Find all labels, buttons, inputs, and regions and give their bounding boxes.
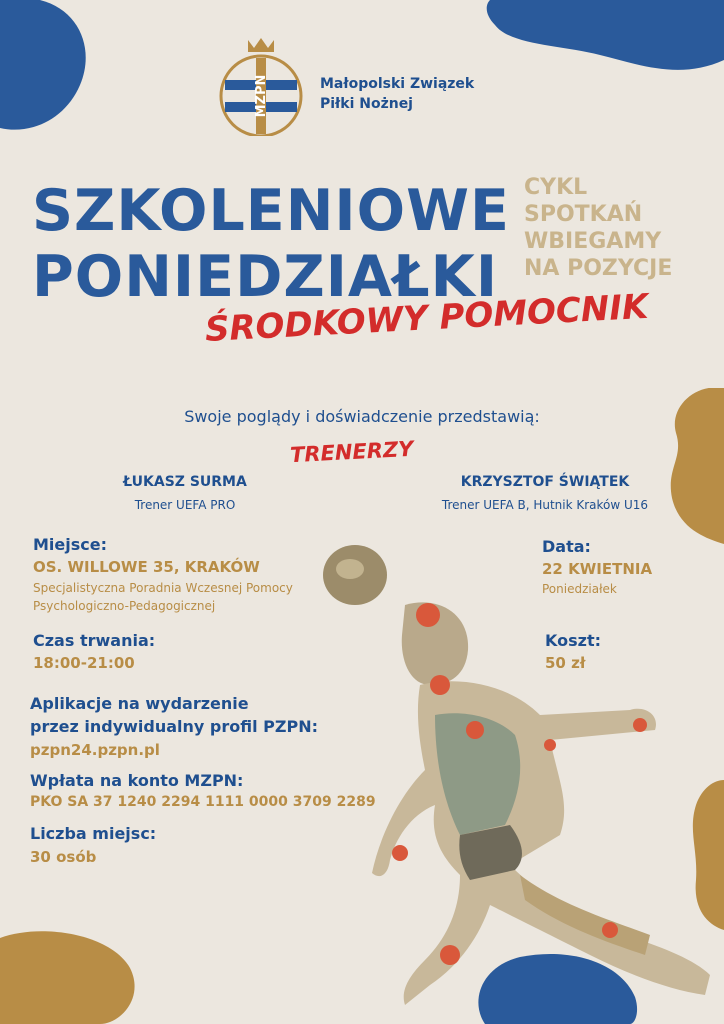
intro-text: Swoje poglądy i doświadczenie przedstawią:	[184, 407, 540, 426]
title-line-2: PONIEDZIAŁKI	[32, 244, 499, 310]
date-note: Poniedziałek	[542, 582, 617, 596]
organization-name	[320, 74, 474, 114]
logo-text: MZPN	[254, 74, 269, 118]
coach-1-name: ŁUKASZ SURMA	[123, 474, 247, 490]
coach-2-name: KRZYSZTOF ŚWIĄTEK	[460, 474, 630, 490]
series-tagline	[524, 174, 672, 282]
tagline-line-2: SPOTKAŃ	[524, 202, 643, 227]
coach-2	[420, 474, 670, 512]
coach-1	[80, 474, 290, 512]
position-subtitle: ŚRODKOWY POMOCNIK	[203, 286, 650, 350]
payment-account: PKO SA 37 1240 2294 1111 0000 3709 2289	[30, 794, 376, 810]
gold-blob-bottom-left	[0, 928, 140, 1024]
mzpn-logo	[218, 36, 304, 136]
coach-1-role: Trener UEFA PRO	[134, 498, 236, 512]
trainers-label: TRENERZY	[289, 436, 414, 468]
application-label-1: Aplikacje na wydarzenie	[30, 694, 249, 713]
application-label-2: przez indywidualny profil PZPN:	[30, 717, 319, 736]
duration-value: 18:00-21:00	[33, 654, 135, 672]
seats-label: Liczba miejsc:	[30, 824, 157, 843]
footballer-illustration	[310, 535, 724, 1024]
org-line-2: Piłki Nożnej	[320, 96, 413, 112]
main-title	[32, 178, 510, 310]
org-line-1: Małopolski Związek	[320, 76, 475, 92]
title-line-1: SZKOLENIOWE	[32, 178, 510, 244]
place-note-2: Psychologiczno-Pedagogicznej	[33, 599, 216, 613]
payment-label: Wpłata na konto MZPN:	[30, 771, 244, 790]
blue-blob-top-left	[0, 0, 100, 140]
duration-label: Czas trwania:	[33, 631, 156, 650]
place-label: Miejsce:	[33, 535, 107, 554]
date-label: Data:	[542, 537, 591, 556]
cost-label: Koszt:	[545, 631, 601, 650]
place-value: OS. WILLOWE 35, KRAKÓW	[33, 558, 260, 576]
tagline-line-3: WBIEGAMY	[524, 229, 662, 254]
date-value: 22 KWIETNIA	[542, 560, 653, 578]
seats-value: 30 osób	[30, 848, 97, 866]
tagline-line-1: CYKL	[524, 175, 588, 200]
coach-2-role: Trener UEFA B, Hutnik Kraków U16	[441, 498, 649, 512]
blue-blob-top-right	[480, 0, 724, 80]
place-note-1: Specjalistyczna Poradnia Wczesnej Pomocy	[33, 581, 293, 595]
tagline-line-4: NA POZYCJE	[524, 256, 673, 281]
cost-value: 50 zł	[545, 654, 586, 672]
application-link[interactable]: pzpn24.pzpn.pl	[30, 741, 160, 759]
